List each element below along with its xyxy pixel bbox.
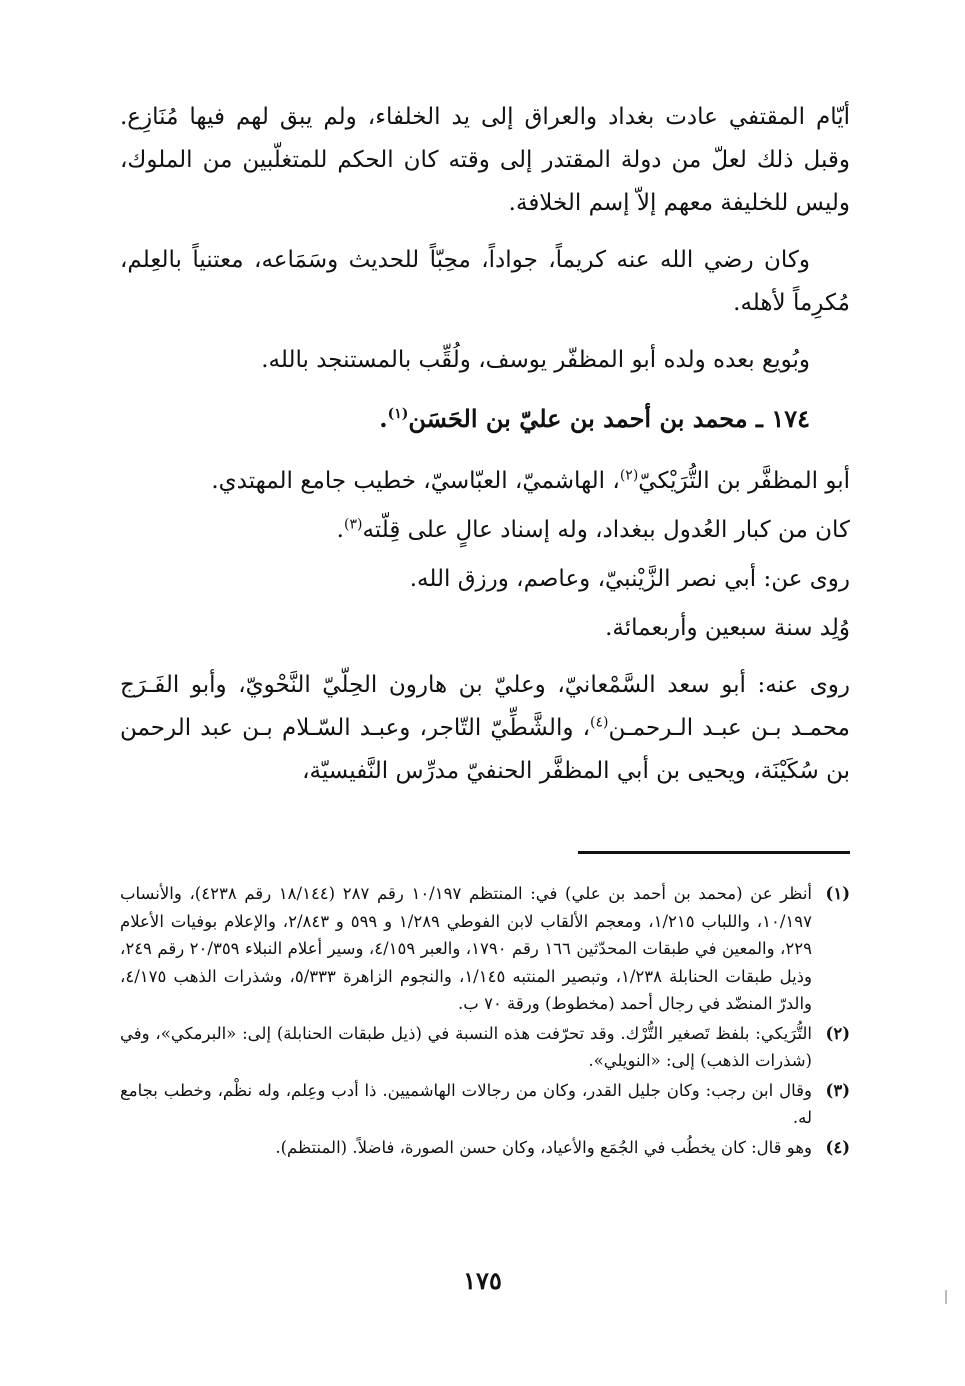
page-number: ١٧٥ [463, 1266, 502, 1295]
footnote-separator [578, 851, 850, 854]
paragraph-caliphate: أيّام المقتفي عادت بغداد والعراق إلى يد الخلفاء، ولم يبق لهم فيها مُنَازِع. وقبل ذلك لعلّ من دولة المقتدر إلى وقته كان الحكم للمتغلّبين من الملوك، وليس للخليفة معهم إلاّ إسم الخلافة. [120, 104, 850, 216]
bio-line-lineage [120, 460, 850, 503]
footnote-number: (٢) [825, 1023, 850, 1043]
footnote-text: أنظر عن (محمد بن أحمد بن علي) في: المنتظم ١٠/١٩٧ رقم ٢٨٧ (١٨/١٤٤ رقم ٤٢٣٨)، والأنساب ١٠/١٩٧، واللباب ١/٢١٥، ومعجم الألقاب لابن الفوطي ١/٢٨٩ و ٥٩٩ و ٢/٨٤٣، والإعلام بوفيات الأعلام ٢٢٩، والمعين في طبقات المحدّثين ١٦٦ رقم ١٧٩٠، والعبر ٤/١٥٩، وسير أعلام النبلاء ٢٠/٣٥٩ رقم ٢٤٩، وذيل طبقات الحنابلة ١/٢٣٨، وتبصير المنتبه ١/١٤٥، والنجوم الزاهرة ٥/٣٣٣، وشذرات الذهب ٤/١٧٥، والدرّ المنضّد في رجال أحمد (مخطوط) ورقة ٧٠ ب. [120, 884, 813, 1013]
bio-line-lineage-text: أبو المظفَّر بن التُّرَيْكيّ [638, 468, 850, 494]
footnote-text: التُّرَيكي: بلفظ تَصغير التُّرْك. وقد تحرّفت هذه النسبة في (ذيل طبقات الحنابلة) إلى: «البرمكي»، وفي (شذرات الذهب) إلى: «النويلي». [120, 1023, 812, 1070]
scan-mark [945, 1290, 947, 1304]
entry-heading-text: ١٧٤ ـ محمد بن أحمد بن عليّ بن الحَسَن [408, 404, 810, 433]
bio-line-status [120, 509, 850, 552]
bio-line-lineage-tail: ، الهاشميّ، العبّاسيّ، خطيب جامع المهتدي. [211, 468, 620, 494]
narrators-text: روى عنه: أبو سعد السَّمْعانيّ، وعليّ بن هارون الحِلّيّ النَّحْويّ، وأبو الفَـرَج محمـد بـن عبـد الـرحمـن [120, 672, 850, 741]
bio-line-status-tail: . [336, 517, 344, 543]
footnote-number: (٣) [825, 1080, 850, 1100]
footnotes [120, 880, 850, 1163]
footnote-4 [120, 1134, 850, 1162]
paragraph-narrators [120, 664, 850, 793]
footnote-number: (١) [825, 884, 850, 903]
bio-line-birth-text: وُلِد سنة سبعين وأربعمائة. [605, 615, 850, 641]
footnote-ref-1: (١) [387, 406, 409, 422]
paragraph-character: وكان رضي الله عنه كريماً، جواداً، محِبّاً للحديث وسَمَاعه، معتنياً بالعِلم، مُكرِماً لأهله. [120, 247, 850, 316]
footnote-1 [120, 880, 850, 1018]
entry-heading [120, 396, 810, 442]
footnote-text: وهو قال: كان يخطُب في الجُمَع والأعياد، وكان حسن الصورة، فاضلاً. (المنتظم). [275, 1137, 812, 1157]
entry-heading-end: . [379, 404, 388, 433]
narrators-tail: ، والشَّطِّيّ التّاجر، وعبـد السّـلام بـن عبد الرحمن بن سُكَيْنَة، ويحيى بن أبي المظفَّر الحنفيّ مدرِّس النَّفيسيّة، [120, 715, 850, 784]
main-text [120, 96, 850, 807]
bio-line-birth [120, 607, 850, 650]
footnote-3 [120, 1077, 850, 1132]
bio-line-teachers-text: روى عن: أبي نصر الزَّيْنبيّ، وعاصم، ورزق الله. [409, 566, 850, 592]
footnote-2 [120, 1020, 850, 1075]
footnote-number: (٤) [825, 1137, 850, 1157]
bio-line-teachers [120, 558, 850, 601]
footnote-ref-3: (٣) [343, 516, 363, 533]
footnote-ref-4: (٤) [590, 714, 609, 731]
paragraph-successor: وبُويع بعده ولده أبو المظفّر يوسف، ولُقِّب بالمستنجد بالله. [261, 347, 810, 373]
bio-line-status-text: كان من كبار العُدول ببغداد، وله إسناد عالٍ على قِلّته [362, 517, 850, 543]
footnote-ref-2: (٢) [619, 467, 639, 484]
footnote-text: وقال ابن رجب: وكان جليل القدر، وكان من رجالات الهاشميين. ذا أدب وعِلم، وله نظْم، وخطب بجامع له. [120, 1080, 812, 1127]
